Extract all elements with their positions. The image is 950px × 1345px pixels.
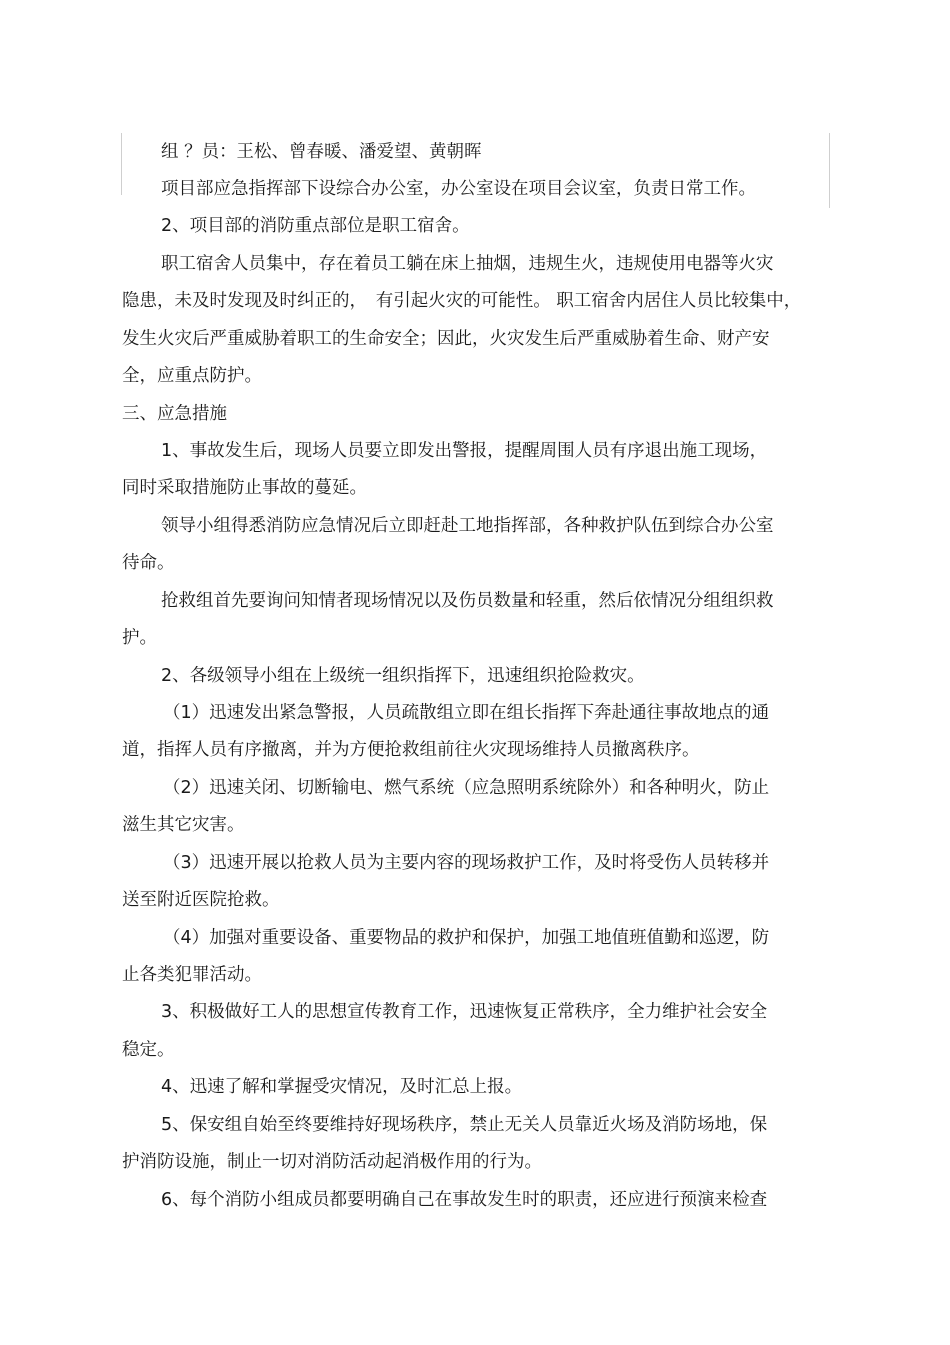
paragraph-line: 领导小组得悉消防应急情况后立即赶赴工地指挥部，各种救护队伍到综合办公室 xyxy=(161,516,774,536)
paragraph-line: 4、迅速了解和掌握受灾情况，及时汇总上报。 xyxy=(161,1077,523,1097)
paragraph-line: 职工宿舍人员集中，存在着员工躺在床上抽烟，违规生火，违规使用电器等火灾 xyxy=(161,254,774,274)
paragraph-line: （1）迅速发出紧急警报，人员疏散组立即在组长指挥下奔赴通往事故地点的通 xyxy=(163,703,770,723)
paragraph-line: 同时采取措施防止事故的蔓延。 xyxy=(122,478,367,498)
section-heading: 三、应急措施 xyxy=(122,404,227,424)
paragraph-line: 待命。 xyxy=(122,553,175,573)
paragraph-line: 抢救组首先要询问知情者现场情况以及伤员数量和轻重，然后依情况分组组织救 xyxy=(161,591,774,611)
paragraph-line: 送至附近医院抢救。 xyxy=(122,890,280,910)
paragraph-line: 1、事故发生后，现场人员要立即发出警报，提醒周围人员有序退出施工现场， xyxy=(161,441,768,461)
paragraph-line: 止各类犯罪活动。 xyxy=(122,965,262,985)
paragraph-line: 滋生其它灾害。 xyxy=(122,815,245,835)
margin-rule-left xyxy=(121,133,122,195)
paragraph-line: 护消防设施，制止一切对消防活动起消极作用的行为。 xyxy=(122,1152,542,1172)
margin-rule-right xyxy=(829,133,830,208)
paragraph-line: 隐患，未及时发现及时纠正的， 有引起火灾的可能性。 职工宿舍内居住人员比较集中， xyxy=(122,291,802,311)
paragraph-line: （3）迅速开展以抢救人员为主要内容的现场救护工作，及时将受伤人员转移并 xyxy=(163,853,770,873)
paragraph-line: 5、保安组自始至终要维持好现场秩序，禁止无关人员靠近火场及消防场地，保 xyxy=(161,1115,768,1135)
paragraph-line: 全，应重点防护。 xyxy=(122,366,262,386)
paragraph-line: 发生火灾后严重威胁着职工的生命安全；因此，火灾发生后严重威胁着生命、财产安 xyxy=(122,329,770,349)
team-members-line: 组 ？员：王松、曾春暖、潘爱望、黄朝晖 xyxy=(161,142,482,162)
paragraph-line: 稳定。 xyxy=(122,1040,175,1060)
paragraph-line: 护。 xyxy=(122,628,157,648)
item-2-heading: 2、项目部的消防重点部位是职工宿舍。 xyxy=(161,216,470,236)
paragraph-line: 3、积极做好工人的思想宣传教育工作，迅速恢复正常秩序，全力维护社会安全 xyxy=(161,1002,768,1022)
office-setup-line: 项目部应急指挥部下设综合办公室，办公室设在项目会议室，负责日常工作。 xyxy=(161,179,756,199)
paragraph-line: 2、各级领导小组在上级统一组织指挥下，迅速组织抢险救灾。 xyxy=(161,666,645,686)
paragraph-line: （4）加强对重要设备、重要物品的救护和保护，加强工地值班值勤和巡逻，防 xyxy=(163,928,770,948)
paragraph-line: 6、每个消防小组成员都要明确自己在事故发生时的职责，还应进行预演来检查 xyxy=(161,1190,768,1210)
paragraph-line: （2）迅速关闭、切断输电、燃气系统（应急照明系统除外）和各种明火，防止 xyxy=(163,778,770,798)
paragraph-line: 道，指挥人员有序撤离，并为方便抢救组前往火灾现场维持人员撤离秩序。 xyxy=(122,740,700,760)
